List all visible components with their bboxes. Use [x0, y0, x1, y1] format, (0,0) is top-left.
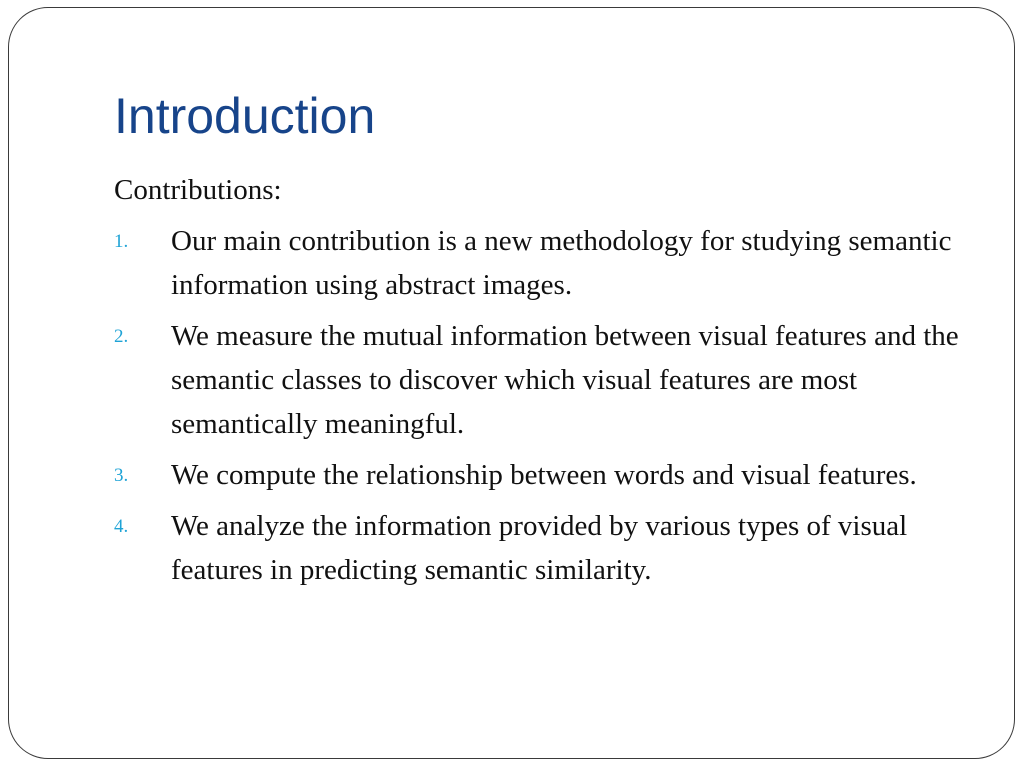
slide-body: [114, 168, 974, 599]
list-number: 3.: [114, 465, 129, 486]
list-item: [114, 453, 974, 497]
list-item: [114, 504, 974, 592]
list-number: 1.: [114, 231, 129, 252]
list-number: 4.: [114, 516, 129, 537]
list-item-text: We measure the mutual information between visual features and the semantic classes to discover which visual features are most semantically meaningful.: [171, 320, 959, 440]
contributions-heading: Contributions:: [114, 174, 282, 206]
list-item-text: Our main contribution is a new methodology for studying semantic information using abstract images.: [171, 225, 952, 301]
contributions-list: [114, 219, 974, 592]
list-item-text: We compute the relationship between words and visual features.: [171, 459, 917, 491]
list-item: [114, 219, 974, 307]
list-number: 2.: [114, 326, 129, 347]
slide-title: Introduction: [114, 88, 376, 144]
list-item: [114, 314, 974, 446]
list-item-text: We analyze the information provided by various types of visual features in predicting semantic similarity.: [171, 510, 908, 586]
